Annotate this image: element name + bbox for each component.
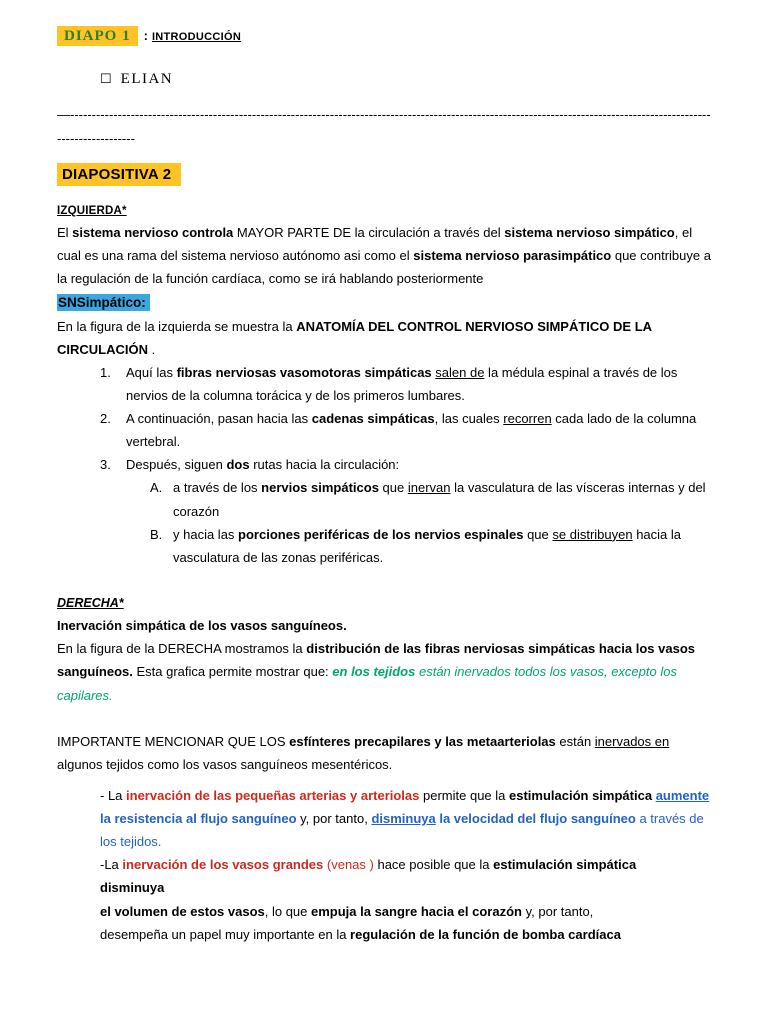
header-title: INTRODUCCIÓN xyxy=(151,31,242,43)
text-run: se distribuyen xyxy=(552,526,633,542)
text-run: están inervados todos los vasos, excepto los capilares. xyxy=(57,664,677,703)
small-arteries-paragraph xyxy=(100,784,711,853)
list-item-3 xyxy=(100,453,711,476)
text-run: desempeña un papel muy importante en la xyxy=(100,926,351,942)
list-subitem-B xyxy=(100,523,711,569)
sns-heading-text: SNSimpático: xyxy=(57,294,150,311)
vessel-notes-block xyxy=(57,784,711,946)
derecha-label: DERECHA* xyxy=(57,595,124,610)
list-number: 3. xyxy=(100,457,111,473)
diapo1-highlight-badge: DIAPO 1 xyxy=(57,26,138,46)
text-run: - La xyxy=(100,787,127,803)
text-run: , el cual es una rama del sistema nervioso autónomo asi como el xyxy=(57,225,693,264)
list-item-1 xyxy=(100,361,711,407)
text-run: la resistencia al flujo sanguíneo xyxy=(100,811,297,827)
text-run: , las cuales xyxy=(434,411,504,427)
list-letter: A. xyxy=(150,480,163,496)
text-run: a través de los tejidos. xyxy=(100,811,704,850)
large-vessels-line2: disminuya xyxy=(100,880,165,896)
text-run: hace posible que la xyxy=(373,857,494,873)
text-run: -La xyxy=(100,857,123,873)
text-run: nervios simpáticos xyxy=(261,480,379,496)
blank-line xyxy=(57,569,711,592)
text-run: disminuya xyxy=(371,811,436,827)
text-run: . xyxy=(148,341,156,357)
numbered-list xyxy=(57,361,711,569)
text-run: sistema nervioso parasimpático xyxy=(413,248,612,264)
text-run: la velocidad del flujo sanguíneo xyxy=(435,811,636,827)
divider-line: —---------------------------------------------------------------------------------------------------------------------------------------------------------------------- xyxy=(57,106,711,147)
text-run: algunos tejidos como los vasos sanguíneos mesentéricos. xyxy=(57,756,393,772)
text-run: inervan xyxy=(407,480,451,496)
text-run: permite que la xyxy=(419,787,509,803)
list-item-text xyxy=(173,476,711,522)
list-number: 1. xyxy=(100,364,111,380)
sns-heading xyxy=(57,291,711,315)
text-run: (venas ) xyxy=(326,857,374,873)
list-item-text xyxy=(173,523,711,569)
text-run: a través de los xyxy=(173,480,262,496)
list-item-text xyxy=(126,453,711,476)
text-run: recorren xyxy=(503,411,552,427)
text-run: En la figura de la DERECHA mostramos la xyxy=(57,641,307,657)
text-run: en los tejidos xyxy=(332,664,416,680)
important-paragraph xyxy=(57,730,711,776)
intro-paragraph xyxy=(57,221,711,290)
text-run: A continuación, pasan hacia las xyxy=(126,411,312,427)
text-run: inervación de los vasos grandes xyxy=(122,857,324,873)
small-gap xyxy=(57,776,711,784)
text-run: sistema nervioso controla xyxy=(72,225,234,241)
doc-title-line xyxy=(57,24,711,48)
text-run: El xyxy=(57,225,73,241)
text-run: porciones periféricas de los nervios espinales xyxy=(238,526,524,542)
text-run: estimulación simpática xyxy=(493,857,637,873)
text-run: dos xyxy=(226,457,250,473)
slide2-heading-text: DIAPOSITIVA 2 xyxy=(57,163,181,186)
text-run: Después, siguen xyxy=(126,457,227,473)
text-run: sistema nervioso simpático xyxy=(504,225,675,241)
large-vessels-line3 xyxy=(100,900,711,923)
text-run: inervación de las pequeñas arterias y arteriolas xyxy=(126,787,420,803)
izquierda-label: IZQUIERDA* xyxy=(57,204,127,217)
text-run: hacia la vasculatura de las zonas periféricas. xyxy=(173,526,682,565)
header-separator: : xyxy=(143,28,148,43)
list-subitem-A xyxy=(100,476,711,522)
blank-line xyxy=(57,707,711,730)
text-run: cada lado de la columna vertebral. xyxy=(126,411,697,450)
list-item-text xyxy=(126,361,711,407)
checkbox-item xyxy=(57,66,711,93)
text-run: inervados en xyxy=(594,733,670,749)
text-run: ANATOMÍA DEL CONTROL NERVIOSO SIMPÁTICO DE LA CIRCULACIÓN xyxy=(57,318,652,357)
text-run: están xyxy=(555,733,595,749)
large-vessels-line1 xyxy=(100,853,711,876)
list-item-text xyxy=(126,407,711,453)
list-letter: B. xyxy=(150,526,163,542)
text-run: En la figura de la izquierda se muestra la xyxy=(57,318,297,334)
text-run: esfínteres precapilares y las metaarteriolas xyxy=(289,733,556,749)
text-run: Esta grafica permite mostrar que: xyxy=(132,664,333,680)
text-run: el volumen de estos vasos xyxy=(100,903,265,919)
text-run: y, por tanto, xyxy=(521,903,594,919)
text-run: la médula espinal a través de los nervios de la columna torácica y de los primeros lumbares. xyxy=(126,364,678,403)
list-item-2 xyxy=(100,407,711,453)
large-vessels-line4 xyxy=(100,923,711,946)
text-run: MAYOR PARTE DE la circulación a través del xyxy=(233,225,505,241)
derecha-subtitle: Inervación simpática de los vasos sanguíneos. xyxy=(57,618,347,634)
text-run: cadenas simpáticas xyxy=(311,411,435,427)
text-run: empuja la sangre hacia el corazón xyxy=(311,903,522,919)
text-run: que contribuye a la regulación de la función cardíaca, como se irá hablando posteriormente xyxy=(57,248,711,287)
text-run: distribución de las fibras nerviosas simpáticas hacia los vasos sanguíneos. xyxy=(57,641,695,680)
text-run: que xyxy=(378,480,408,496)
figure-left-paragraph xyxy=(57,315,711,361)
text-run: , lo que xyxy=(264,903,311,919)
text-run: IMPORTANTE MENCIONAR QUE LOS xyxy=(57,733,290,749)
figure-right-paragraph xyxy=(57,637,711,706)
text-run: Aquí las xyxy=(126,364,177,380)
text-run: fibras nerviosas vasomotoras simpáticas xyxy=(176,364,432,380)
list-number: 2. xyxy=(100,411,111,427)
text-run: regulación de la función de bomba cardíaca xyxy=(350,926,621,942)
checkbox-icon: ☐ xyxy=(100,71,112,86)
text-run: la vasculatura de las vísceras internas y del corazón xyxy=(173,480,706,519)
text-run: y, por tanto, xyxy=(296,811,372,827)
checkbox-label: ELIAN xyxy=(120,71,174,87)
text-run: aumente xyxy=(655,787,710,803)
text-run: estimulación simpática xyxy=(509,787,653,803)
text-run: rutas hacia la circulación: xyxy=(249,457,400,473)
text-run: salen de xyxy=(435,364,485,380)
slide2-heading xyxy=(57,162,711,189)
text-run: y hacia las xyxy=(173,526,239,542)
text-run: que xyxy=(523,526,553,542)
